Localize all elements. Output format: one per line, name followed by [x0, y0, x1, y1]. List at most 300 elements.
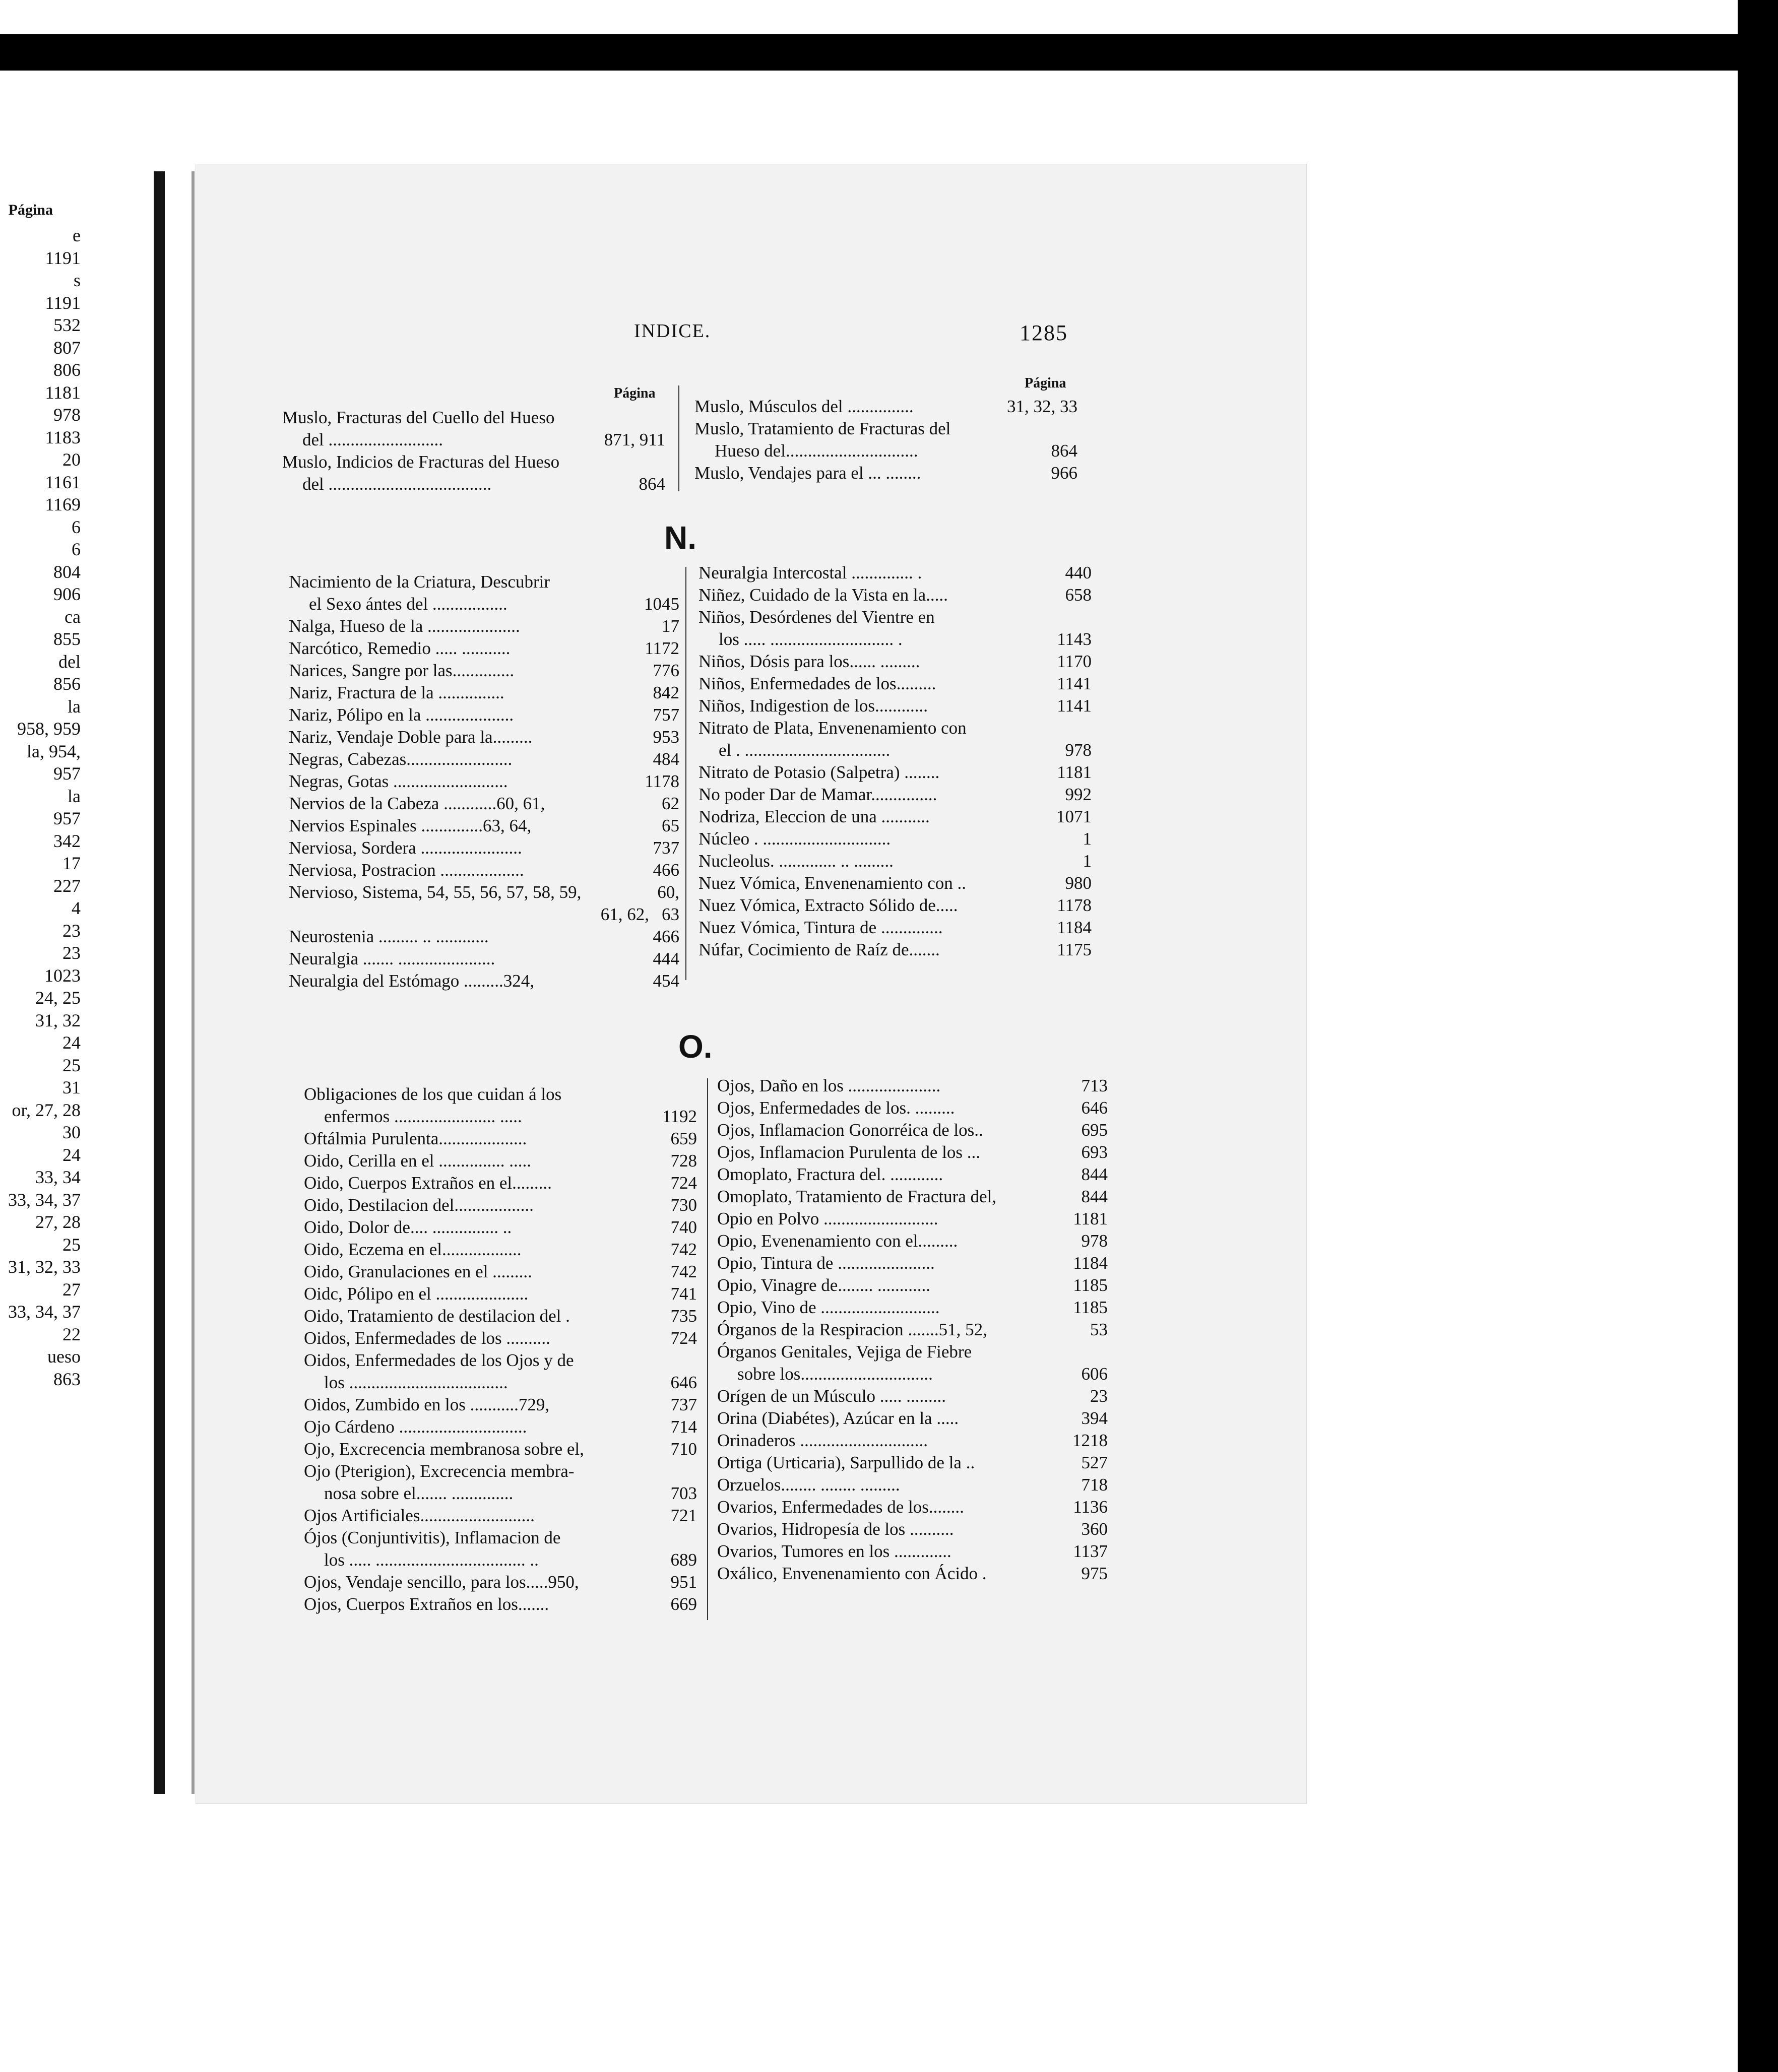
index-entry-page: 689: [670, 1550, 697, 1570]
index-entry-page: 978: [1081, 1231, 1108, 1251]
index-entry-page: 1172: [645, 638, 679, 658]
index-entry-text: Neuralgia Intercostal .............. .: [698, 563, 922, 582]
index-entry-text: del .....................................: [302, 474, 492, 494]
index-entry: [282, 407, 665, 429]
index-entry-text: Oidos, Enfermedades de los ..........: [304, 1328, 550, 1348]
index-entry: [717, 1097, 1108, 1119]
index-entry: [289, 704, 679, 726]
index-entry: [289, 970, 679, 992]
left-page-stub: del: [58, 651, 81, 672]
index-entry: [289, 748, 679, 770]
index-entry-text: Nariz, Pólipo en la ....................: [289, 705, 514, 725]
index-entry: [694, 418, 1077, 440]
index-entry: [304, 1372, 697, 1394]
left-page-stub: 24: [62, 1144, 81, 1165]
index-entry: [698, 695, 1092, 717]
index-entry: [717, 1474, 1108, 1496]
index-entry-page: 669: [670, 1594, 697, 1614]
index-entry: [304, 1482, 697, 1505]
left-page-stub: la: [68, 786, 81, 806]
index-entry: [694, 440, 1077, 462]
index-entry-text: Muslo, Indicios de Fracturas del Hueso: [282, 452, 560, 472]
index-entry: [304, 1438, 697, 1460]
left-page-stub: 33, 34: [35, 1167, 81, 1187]
index-entry-page: 695: [1081, 1120, 1108, 1140]
index-entry-text: Oido, Cerilla en el ............... .....: [304, 1151, 532, 1171]
index-entry: [694, 462, 1077, 484]
index-entry: [289, 859, 679, 881]
index-entry: [717, 1407, 1108, 1430]
index-entry-page: 1071: [1056, 807, 1092, 826]
index-entry-page: 484: [653, 749, 679, 769]
index-entry-page: 1137: [1073, 1541, 1108, 1561]
index-entry: [717, 1540, 1108, 1563]
left-page-column-label: Página: [8, 202, 53, 218]
index-entry-page: 646: [670, 1373, 697, 1392]
left-page-stub: ca: [65, 606, 81, 627]
index-entry-page: 1184: [1057, 918, 1092, 937]
index-entry-page: 1141: [1057, 674, 1092, 693]
index-entry-text: Nervios de la Cabeza ............60, 61,: [289, 794, 545, 813]
section-letter-n: N.: [664, 520, 696, 556]
index-entry: [304, 1216, 697, 1239]
index-entry-page: 737: [670, 1395, 697, 1414]
index-entry-text: nosa sobre el....... ..............: [324, 1483, 514, 1503]
left-page-stub: 30: [62, 1122, 81, 1142]
index-entry-page: 953: [653, 727, 679, 747]
index-entry-text: enfermos ....................... .....: [324, 1107, 522, 1126]
index-entry: [698, 784, 1092, 806]
index-entry-page: 440: [1065, 563, 1092, 582]
index-entry: [304, 1172, 697, 1194]
index-entry-text: Nervioso, Sistema, 54, 55, 56, 57, 58, 59,: [289, 882, 582, 902]
index-entry-text: Muslo, Vendajes para el ... ........: [694, 463, 921, 483]
index-entry-text: Órganos de la Respiracion .......51, 52,: [717, 1320, 987, 1339]
section-n-left-column: [289, 571, 679, 992]
section-n-column-rule: [685, 567, 686, 980]
section-o-right-column: [717, 1075, 1108, 1585]
index-entry: [304, 1239, 697, 1261]
index-entry-text: Opio, Tintura de ......................: [717, 1253, 935, 1273]
index-entry-page: 646: [1081, 1098, 1108, 1118]
index-entry-text: Niños, Desórdenes del Vientre en: [698, 607, 935, 627]
left-page-stub: 6: [72, 539, 81, 559]
left-page-stub: 25: [62, 1234, 81, 1255]
index-entry-page: 60,: [657, 882, 679, 902]
index-entry: [289, 593, 679, 615]
index-entry: [289, 571, 679, 593]
left-page-stub: 24: [62, 1032, 81, 1053]
index-entry: [717, 1230, 1108, 1252]
index-entry-text: Ojos, Cuerpos Extraños en los.......: [304, 1594, 549, 1614]
left-page-stub: 1161: [45, 472, 81, 492]
left-page-stub: or, 27, 28: [12, 1099, 81, 1120]
index-entry: [717, 1163, 1108, 1186]
index-entry: [717, 1430, 1108, 1452]
left-page-stub: 23: [62, 920, 81, 941]
index-entry-page: 360: [1081, 1519, 1108, 1539]
index-entry: [698, 894, 1092, 917]
left-page-stub: 1183: [45, 427, 81, 447]
index-entry-page: 23: [1090, 1386, 1108, 1406]
index-entry-text: Oido, Cuerpos Extraños en el.........: [304, 1173, 552, 1193]
index-entry-text: Muslo, Tratamiento de Fracturas del: [694, 419, 951, 438]
index-entry: [698, 739, 1092, 761]
index-entry-page: 1192: [662, 1107, 697, 1126]
index-entry-page: 735: [670, 1306, 697, 1326]
index-entry-page: 871, 911: [604, 430, 665, 449]
index-entry-text: Nuez Vómica, Envenenamiento con ..: [698, 873, 966, 893]
index-entry-page: 1170: [1057, 652, 1092, 671]
index-entry: [289, 637, 679, 660]
index-entry-text: Ojos, Daño en los .....................: [717, 1076, 941, 1095]
index-entry: [289, 815, 679, 837]
left-page-stub: la, 954,: [27, 741, 81, 761]
left-page-stub: 804: [53, 561, 81, 582]
index-entry-page: 737: [653, 838, 679, 858]
index-entry: [717, 1252, 1108, 1274]
index-entry-text: Nuez Vómica, Extracto Sólido de.....: [698, 895, 958, 915]
index-entry: [717, 1518, 1108, 1540]
index-entry-page: 844: [1081, 1187, 1108, 1206]
index-entry: [304, 1083, 697, 1106]
index-entry-text: Nervios Espinales ..............63, 64,: [289, 816, 532, 835]
index-entry-text: Oidos, Enfermedades de los Ojos y de: [304, 1350, 574, 1370]
left-page-stub: 342: [53, 830, 81, 851]
index-entry-text: Nuez Vómica, Tintura de ..............: [698, 918, 943, 937]
index-entry-page: 703: [670, 1483, 697, 1503]
index-entry-text: Ojos Artificiales..........................: [304, 1506, 535, 1525]
index-entry-text: Opio, Vino de ...........................: [717, 1298, 940, 1317]
index-entry-page: 844: [1081, 1164, 1108, 1184]
index-entry-text: Orinaderos .............................: [717, 1431, 928, 1450]
muslo-right-column-label: Página: [1025, 375, 1066, 391]
index-entry-page: 724: [670, 1328, 697, 1348]
index-entry-text: Nacimiento de la Criatura, Descubrir: [289, 572, 550, 592]
index-entry: [304, 1527, 697, 1549]
index-entry: [289, 926, 679, 948]
index-entry: [304, 1593, 697, 1615]
index-entry-page: 776: [653, 661, 679, 680]
index-entry-page: 1218: [1072, 1431, 1108, 1450]
left-page-stub: 957: [53, 808, 81, 828]
index-entry: [698, 850, 1092, 872]
index-entry-text: el . .................................: [719, 740, 891, 760]
index-entry-text: Neurostenia ......... .. ............: [289, 927, 489, 946]
left-page-stub: 806: [53, 360, 81, 380]
left-page-stub: 6: [72, 516, 81, 537]
index-entry: [304, 1283, 697, 1305]
index-entry-text: sobre los..............................: [737, 1364, 933, 1384]
index-entry-text: Orígen de un Músculo ..... .........: [717, 1386, 946, 1406]
index-entry: [717, 1075, 1108, 1097]
index-entry: [717, 1297, 1108, 1319]
index-entry: [698, 651, 1092, 673]
index-entry: [717, 1385, 1108, 1407]
index-entry: [304, 1327, 697, 1349]
index-entry-page: 951: [670, 1572, 697, 1592]
index-entry-text: Opio en Polvo ..........................: [717, 1209, 938, 1228]
index-entry-text: Oido, Granulaciones en el .........: [304, 1262, 532, 1281]
gutter-shadow: [192, 171, 195, 1794]
index-entry-text: Oidos, Zumbido en los ...........729,: [304, 1395, 550, 1414]
index-entry-page: 466: [653, 860, 679, 880]
index-entry-page: 966: [1051, 463, 1077, 483]
index-entry-text: Nerviosa, Postracion ...................: [289, 860, 524, 880]
left-page-stub: 1191: [45, 247, 81, 268]
index-entry-text: Ojos, Enfermedades de los. .........: [717, 1098, 955, 1118]
index-entry: [717, 1208, 1108, 1230]
index-entry-text: Nitrato de Potasio (Salpetra) ........: [698, 762, 940, 782]
index-entry-page: 659: [670, 1129, 697, 1148]
left-page-stub: 1169: [45, 494, 81, 514]
left-page-stub: 1181: [45, 382, 81, 403]
index-entry-page: 740: [670, 1217, 697, 1237]
index-entry: [717, 1274, 1108, 1297]
index-entry: [289, 793, 679, 815]
index-page: [196, 164, 1307, 1804]
index-entry: [289, 903, 679, 926]
left-page-stub: 22: [62, 1324, 81, 1344]
index-entry-text: Nariz, Vendaje Doble para la.........: [289, 727, 533, 747]
index-entry-text: Opio, Vinagre de........ ............: [717, 1275, 931, 1295]
running-head-title: INDICE.: [634, 320, 711, 342]
left-page-stub: 27: [62, 1279, 81, 1300]
index-entry-page: 53: [1090, 1320, 1108, 1339]
index-entry: [289, 770, 679, 793]
index-entry: [698, 562, 1092, 584]
index-entry-page: 31, 32, 33: [1007, 397, 1077, 416]
left-page-stub: 532: [53, 315, 81, 335]
muslo-column-rule: [678, 385, 679, 491]
index-entry-text: Ójos (Conjuntivitis), Inflamacion de: [304, 1528, 561, 1547]
index-entry-page: 1143: [1057, 629, 1092, 649]
index-entry-text: Opio, Evenenamiento con el.........: [717, 1231, 958, 1251]
index-entry-text: Oido, Eczema en el..................: [304, 1240, 522, 1259]
index-entry: [717, 1341, 1108, 1363]
index-entry: [698, 761, 1092, 784]
index-entry-page: 606: [1081, 1364, 1108, 1384]
left-page-stub: 957: [53, 763, 81, 784]
index-entry-text: Omoplato, Tratamiento de Fractura del,: [717, 1187, 997, 1206]
index-entry: [304, 1505, 697, 1527]
left-page-stub: 863: [53, 1369, 81, 1389]
index-entry-page: 864: [639, 474, 665, 494]
index-entry-page: 1: [1083, 829, 1092, 849]
index-entry-text: Ojos, Vendaje sencillo, para los.....950,: [304, 1572, 579, 1592]
index-entry-text: Oidc, Pólipo en el .....................: [304, 1284, 529, 1304]
index-entry-text: Niños, Indigestion de los............: [698, 696, 928, 716]
left-page-stub: 23: [62, 943, 81, 963]
index-entry-text: Ojos, Inflamacion Gonorréica de los..: [717, 1120, 983, 1140]
index-entry-text: Muslo, Músculos del ...............: [694, 397, 914, 416]
index-entry: [698, 917, 1092, 939]
index-entry-page: 1181: [1073, 1209, 1108, 1228]
muslo-left-column-label: Página: [614, 385, 656, 401]
index-entry: [304, 1571, 697, 1593]
index-entry: [717, 1363, 1108, 1385]
index-entry-page: 1184: [1073, 1253, 1108, 1273]
index-entry: [289, 948, 679, 970]
index-entry-page: 992: [1065, 785, 1092, 804]
index-entry-text: los ..... ............................ .: [719, 629, 903, 649]
index-entry-page: 714: [670, 1417, 697, 1437]
left-page-stub: e: [73, 225, 81, 245]
index-entry: [698, 717, 1092, 739]
index-entry-text: Niños, Enfermedades de los.........: [698, 674, 936, 693]
index-entry-page: 713: [1081, 1076, 1108, 1095]
index-entry: [698, 872, 1092, 894]
index-entry: [698, 939, 1092, 961]
left-page-stub: 978: [53, 405, 81, 425]
left-page-stub: 33, 34, 37: [8, 1302, 81, 1322]
left-page-stub: 958, 959: [17, 719, 81, 739]
left-page-fragment: [0, 179, 156, 1786]
index-entry-page: 1185: [1073, 1298, 1108, 1317]
left-page-stub: 31, 32, 33: [8, 1257, 81, 1277]
left-page-stub: la: [68, 696, 81, 717]
index-entry: [698, 806, 1092, 828]
index-entry-page: 742: [670, 1240, 697, 1259]
index-entry-page: 864: [1051, 441, 1077, 461]
left-page-stub: 17: [62, 853, 81, 873]
index-entry: [717, 1563, 1108, 1585]
index-entry-page: 724: [670, 1173, 697, 1193]
index-entry-text: Nalga, Hueso de la .....................: [289, 616, 520, 636]
left-page-stub: 31, 32: [35, 1010, 81, 1030]
section-letter-o: O.: [678, 1028, 713, 1065]
index-entry: [282, 429, 665, 451]
index-entry-text: No poder Dar de Mamar...............: [698, 785, 937, 804]
index-entry-text: Niñez, Cuidado de la Vista en la.....: [698, 585, 948, 605]
index-entry: [289, 881, 679, 903]
left-page-stub: s: [73, 270, 81, 290]
index-entry: [289, 615, 679, 637]
previous-sheet-edge: [0, 0, 1738, 34]
index-entry: [304, 1349, 697, 1372]
index-entry: [717, 1119, 1108, 1141]
index-entry-page: 454: [653, 971, 679, 991]
index-entry-text: Obligaciones de los que cuidan á los: [304, 1084, 562, 1104]
index-entry: [304, 1106, 697, 1128]
index-entry-text: Ovarios, Tumores en los .............: [717, 1541, 951, 1561]
left-page-stub: 856: [53, 674, 81, 694]
index-entry-page: 466: [653, 927, 679, 946]
index-entry-page: 444: [653, 949, 679, 968]
index-entry-page: 741: [670, 1284, 697, 1304]
left-page-stub: 807: [53, 337, 81, 358]
index-entry-text: Ojo (Pterigion), Excrecencia membra-: [304, 1461, 575, 1481]
section-n-right-column: [698, 562, 1092, 961]
index-entry-page: 1178: [645, 771, 679, 791]
left-page-stub: 4: [72, 898, 81, 918]
left-page-stub: 25: [62, 1055, 81, 1075]
left-page-stub: ueso: [47, 1346, 81, 1367]
left-page-stub: 855: [53, 629, 81, 649]
index-entry-text: Oido, Tratamiento de destilacion del .: [304, 1306, 570, 1326]
index-entry: [304, 1394, 697, 1416]
left-page-stub: 20: [62, 449, 81, 470]
left-page-stub: 33, 34, 37: [8, 1189, 81, 1210]
index-entry-text: Negras, Cabezas........................: [289, 749, 513, 769]
index-entry: [304, 1150, 697, 1172]
index-entry: [304, 1416, 697, 1438]
index-entry: [289, 837, 679, 859]
index-entry: [698, 828, 1092, 850]
index-entry-text: Neuralgia ....... ......................: [289, 949, 495, 968]
index-entry: [304, 1305, 697, 1327]
index-entry-text: Nucleolus. ............. .. .........: [698, 851, 894, 871]
index-entry-text: Orzuelos........ ........ .........: [717, 1475, 900, 1495]
index-entry-page: 527: [1081, 1453, 1108, 1472]
index-entry: [304, 1460, 697, 1482]
index-entry-page: 742: [670, 1262, 697, 1281]
index-entry: [698, 673, 1092, 695]
index-entry-text: Nodriza, Eleccion de una ...........: [698, 807, 930, 826]
index-entry: [304, 1128, 697, 1150]
index-entry-page: 394: [1081, 1408, 1108, 1428]
index-entry: [289, 660, 679, 682]
index-entry-text: Hueso del..............................: [715, 441, 918, 461]
index-entry-text: Núcleo . .............................: [698, 829, 891, 849]
index-entry-text: Omoplato, Fractura del. ............: [717, 1164, 943, 1184]
left-page-stub: 1191: [45, 292, 81, 313]
index-entry: [698, 606, 1092, 628]
index-entry-text: Negras, Gotas ..........................: [289, 771, 508, 791]
index-entry-text: Ovarios, Enfermedades de los........: [717, 1497, 964, 1517]
index-entry-text: Ojo Cárdeno .............................: [304, 1417, 527, 1437]
index-entry-text: Nariz, Fractura de la ...............: [289, 683, 504, 702]
index-entry-page: 978: [1065, 740, 1092, 760]
index-entry-page: 728: [670, 1151, 697, 1171]
index-entry-page: 1136: [1073, 1497, 1108, 1517]
index-entry-page: 710: [670, 1439, 697, 1459]
index-entry: [717, 1452, 1108, 1474]
index-entry-text: los ....................................: [324, 1373, 508, 1392]
index-entry-text: Muslo, Fracturas del Cuello del Hueso: [282, 408, 555, 427]
index-entry-text: Orina (Diabétes), Azúcar en la .....: [717, 1408, 959, 1428]
left-page-stub: 24, 25: [35, 988, 81, 1008]
section-o-column-rule: [707, 1078, 708, 1620]
index-entry-page: 975: [1081, 1564, 1108, 1583]
index-entry: [289, 726, 679, 748]
index-entry: [289, 682, 679, 704]
index-entry-text: el Sexo ántes del .................: [309, 594, 507, 614]
index-entry-page: 721: [670, 1506, 697, 1525]
left-page-stub: 31: [62, 1077, 81, 1097]
index-entry-page: 63: [662, 904, 679, 924]
index-entry-page: 1045: [644, 594, 679, 614]
muslo-right-column: [694, 396, 1077, 484]
index-entry: [282, 473, 665, 495]
index-entry-page: 980: [1065, 873, 1092, 893]
index-entry: [304, 1261, 697, 1283]
index-entry: [304, 1549, 697, 1571]
index-entry-text: Nerviosa, Sordera .......................: [289, 838, 522, 858]
index-entry-page: 757: [653, 705, 679, 725]
index-entry-text: los ..... .................................. ..: [324, 1550, 539, 1570]
index-entry-text: Núfar, Cocimiento de Raíz de.......: [698, 940, 940, 959]
index-entry-page: 718: [1081, 1475, 1108, 1495]
index-entry: [717, 1496, 1108, 1518]
index-entry: [717, 1186, 1108, 1208]
index-entry-text: Oftálmia Purulenta....................: [304, 1129, 527, 1148]
muslo-left-column: [282, 407, 665, 495]
index-entry-page: 1141: [1057, 696, 1092, 716]
index-entry: [282, 451, 665, 473]
index-entry-page: 842: [653, 683, 679, 702]
index-entry-page: 1: [1083, 851, 1092, 871]
